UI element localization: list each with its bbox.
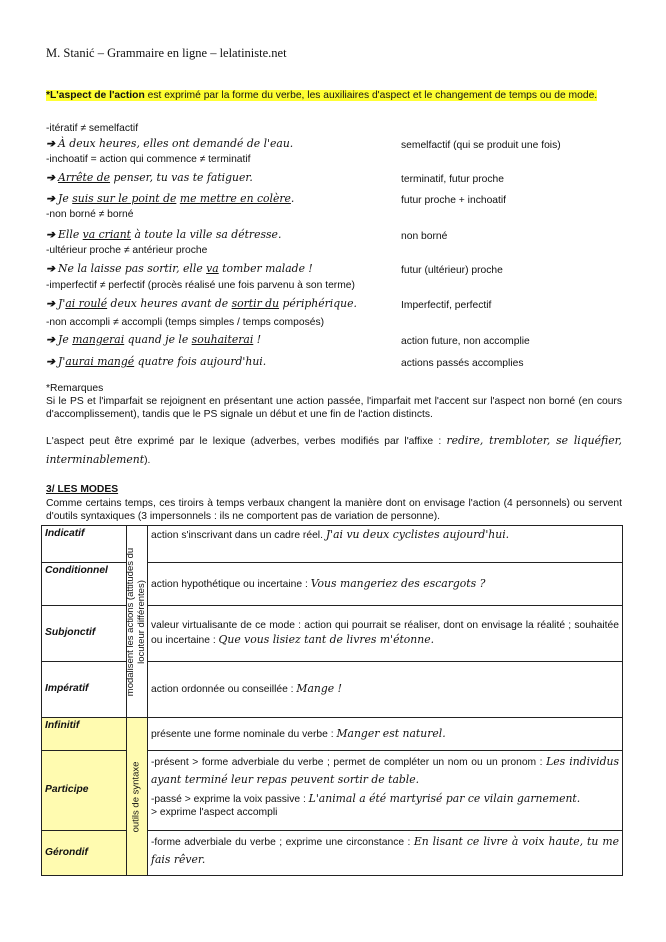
desc-text: action ordonnée ou conseillée : xyxy=(151,684,297,696)
mode-infinitif-desc xyxy=(148,718,623,751)
aspect-example xyxy=(46,355,266,368)
underlined-verb: Arrête de xyxy=(58,171,111,184)
aspect-title: *L'aspect de l'action xyxy=(46,90,145,101)
example-text: Que vous lisiez tant de livres m'étonne. xyxy=(218,632,435,646)
example-text: J' xyxy=(58,297,66,310)
aspect-type-label: actions passés accomplies xyxy=(401,358,524,369)
aspect-example xyxy=(46,333,261,346)
desc-text: valeur virtualisante de ce mode : action qui pourrait se réaliser, dont on envisage la réalité ; souhaitée ou incertaine : xyxy=(151,619,619,646)
mode-imperatif-desc xyxy=(148,662,623,718)
aspect-type-label: futur (ultérieur) proche xyxy=(401,265,503,276)
example-text: tomber malade ! xyxy=(218,262,313,275)
section-title-modes: 3/ LES MODES xyxy=(46,484,119,495)
mode-conditionnel-desc xyxy=(148,563,623,606)
desc-text: présente une forme nominale du verbe : xyxy=(151,728,337,740)
example-text: . xyxy=(290,192,295,205)
table-row xyxy=(42,526,623,563)
side-label-modalisent-text: modalisent les actions (attitudes du locuteur différentes) xyxy=(125,547,147,696)
example-text: quatre fois aujourd'hui. xyxy=(134,355,267,368)
example-text: J'ai vu deux cyclistes aujourd'hui. xyxy=(325,528,510,541)
example-text: Elle xyxy=(58,228,83,241)
right-arrow-icon: ➔ xyxy=(46,297,56,310)
underlined-verb: mangerai xyxy=(72,333,125,346)
underlined-verb: sortir du xyxy=(231,297,280,310)
aspect-category-label: -non accompli ≠ accompli (temps simples / temps composés) xyxy=(46,317,325,328)
remarques-p2 xyxy=(46,432,622,469)
aspect-type-label: Imperfectif, perfectif xyxy=(401,300,492,311)
underlined-verb: ai roulé xyxy=(65,297,108,310)
side-label-modalisent xyxy=(127,526,148,718)
desc-text: > exprime l'aspect accompli xyxy=(151,806,278,818)
mode-indicatif-desc xyxy=(148,526,623,563)
mode-indicatif: Indicatif xyxy=(42,526,127,563)
example-text: En lisant ce livre à voix haute, tu me fais rêver. xyxy=(151,835,619,867)
example-text: périphérique. xyxy=(279,297,357,310)
desc-text: -présent > forme adverbiale du verbe ; permet de compléter un nom ou un pronom : xyxy=(151,757,547,768)
aspect-type-label: semelfactif (qui se produit une fois) xyxy=(401,140,561,151)
mode-participe-desc xyxy=(148,751,623,831)
right-arrow-icon: ➔ xyxy=(46,262,56,275)
remarques-p2-example: redire, trembloter, se liquéfier, interminablement xyxy=(46,434,622,466)
right-arrow-icon: ➔ xyxy=(46,333,56,346)
aspect-category-label: -itératif ≠ semelfactif xyxy=(46,123,139,134)
mode-infinitif: Infinitif xyxy=(42,718,127,751)
right-arrow-icon: ➔ xyxy=(46,171,56,184)
underlined-verb: aurai mangé xyxy=(65,355,135,368)
table-row xyxy=(42,718,623,751)
aspect-type-label: non borné xyxy=(401,231,448,242)
example-text: Les individus ayant terminé leur repas peuvent sortir de table. xyxy=(151,755,619,787)
aspect-type-label: futur proche + inchoatif xyxy=(401,195,507,206)
mode-subjonctif-desc xyxy=(148,606,623,662)
example-text: L'animal a été martyrisé par ce vilain garnement. xyxy=(308,791,581,805)
mode-subjonctif: Subjonctif xyxy=(42,606,127,662)
aspect-example xyxy=(46,262,313,275)
aspect-example xyxy=(46,137,293,150)
example-text: Ne la laisse pas sortir, elle xyxy=(58,262,207,275)
mode-gerondif: Gérondif xyxy=(42,831,127,876)
remarques-title: *Remarques xyxy=(46,383,104,394)
example-text: à toute la ville sa détresse. xyxy=(131,228,282,241)
example-text: quand je le xyxy=(124,333,192,346)
page-header: M. Stanić – Grammaire en ligne – lelatiniste.net xyxy=(46,46,287,60)
mode-imperatif: Impératif xyxy=(42,662,127,718)
remarques-p2-end: ). xyxy=(144,454,151,466)
example-text: Vous mangeriez des escargots ? xyxy=(310,576,486,590)
aspect-example xyxy=(46,228,281,241)
right-arrow-icon: ➔ xyxy=(46,228,56,241)
aspect-type-label: action future, non accomplie xyxy=(401,336,530,347)
example-text: Je xyxy=(58,192,73,205)
aspect-type-label: terminatif, futur proche xyxy=(401,174,505,185)
side-label-syntaxe xyxy=(127,718,148,876)
aspect-category-label: -imperfectif ≠ perfectif (procès réalisé une fois parvenu à son terme) xyxy=(46,280,355,291)
mode-participe: Participe xyxy=(42,751,127,831)
desc-text: -passé > exprime la voix passive : xyxy=(151,793,309,805)
aspect-example xyxy=(46,192,294,205)
example-text: J' xyxy=(58,355,66,368)
side-label-syntaxe-text: outils de syntaxe xyxy=(130,761,142,832)
mode-conditionnel: Conditionnel xyxy=(42,563,127,606)
desc-text: action s'inscrivant dans un cadre réel. xyxy=(151,530,326,541)
aspect-intro-text: est exprimé par la forme du verbe, les auxiliaires d'aspect et le changement de temps ou de mode. xyxy=(144,90,598,101)
right-arrow-icon: ➔ xyxy=(46,355,56,368)
desc-text: -forme adverbiale du verbe ; exprime une circonstance : xyxy=(151,837,414,848)
aspect-category-label: -inchoatif = action qui commence ≠ terminatif xyxy=(46,154,251,165)
desc-text: action hypothétique ou incertaine : xyxy=(151,578,311,590)
remarques-p1: Si le PS et l'imparfait se rejoignent en présentant une action passée, l'imparfait met l'accent sur l'aspect non borné (en cours d'accomplissement), tandis que le PS signale un début et une fin de l'action distincts. xyxy=(46,396,622,420)
underlined-verb: souhaiterai xyxy=(191,333,254,346)
underlined-verb: suis sur le point de xyxy=(72,192,177,205)
example-text: deux heures avant de xyxy=(107,297,232,310)
underlined-verb: me mettre en colère xyxy=(179,192,291,205)
example-text: Je xyxy=(58,333,73,346)
modes-intro: Comme certains temps, ces tiroirs à temps verbaux changent la manière dont on envisage l'action (4 personnels) ou servent d'outils syntaxiques (3 impersonnels : ils ne comportent pas de variation de personne). xyxy=(46,498,622,522)
example-text: Mange ! xyxy=(296,682,342,696)
aspect-category-label: -ultérieur proche ≠ antérieur proche xyxy=(46,245,208,256)
example-text: ! xyxy=(253,333,262,346)
right-arrow-icon: ➔ xyxy=(46,137,56,150)
example-text: penser, tu vas te fatiguer. xyxy=(110,171,253,184)
aspect-category-label: -non borné ≠ borné xyxy=(46,209,134,220)
right-arrow-icon: ➔ xyxy=(46,192,56,205)
aspect-intro xyxy=(46,90,622,103)
underlined-verb: va criant xyxy=(82,228,132,241)
example-text: Manger est naturel. xyxy=(336,726,446,740)
underlined-verb: va xyxy=(206,262,219,275)
remarques-p2-text: L'aspect peut être exprimé par le lexique (adverbes, verbes modifiés par l'affixe : xyxy=(46,436,447,447)
aspect-example xyxy=(46,297,357,310)
example-text: À deux heures, elles ont demandé de l'eau. xyxy=(58,137,294,150)
modes-table xyxy=(41,525,623,876)
mode-gerondif-desc xyxy=(148,831,623,876)
aspect-example xyxy=(46,171,253,184)
